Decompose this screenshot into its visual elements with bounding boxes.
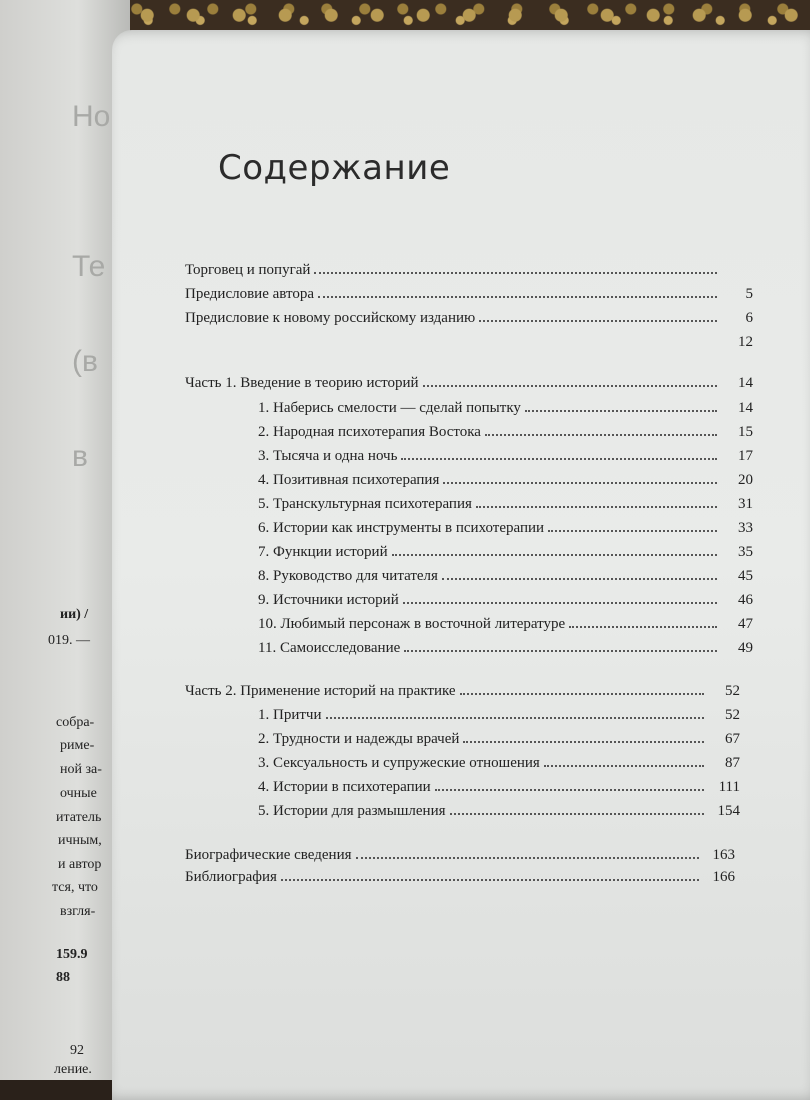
toc-entry-label: 10. Любимый персонаж в восточной литературе	[258, 616, 566, 632]
toc-entry-page: 5	[745, 286, 753, 302]
left-fragment-large: Но	[72, 100, 111, 133]
toc-entry-page: 52	[725, 707, 740, 723]
toc-entry-label: 7. Функции историй	[258, 544, 388, 560]
toc-leader-dots	[479, 320, 717, 322]
toc-entry-page: 20	[738, 472, 753, 488]
toc-entry	[185, 334, 753, 351]
toc-entry-page: 67	[725, 731, 740, 747]
left-fragment-line: ичным,	[58, 833, 102, 848]
toc-entry-label: Библиография	[185, 869, 277, 885]
toc-entry-label: 1. Притчи	[258, 707, 322, 723]
toc-entry	[258, 520, 753, 537]
left-fragment-line: тся, что	[52, 880, 98, 895]
left-fragment-line: собра-	[56, 715, 95, 730]
toc-leader-dots	[525, 410, 717, 412]
toc-entry	[258, 544, 753, 561]
toc-entry-page: 52	[725, 683, 740, 699]
toc-leader-dots	[548, 530, 717, 532]
toc-leader-dots	[423, 385, 717, 387]
toc-leader-dots	[281, 879, 699, 881]
toc-leader-dots	[392, 554, 717, 556]
toc-entry-page: 49	[738, 640, 753, 656]
toc-entry-page: 6	[745, 310, 753, 326]
left-fragment-line: очные	[60, 786, 97, 801]
toc-leader-dots	[569, 626, 717, 628]
toc-entry-label: 5. Истории для размышления	[258, 803, 446, 819]
toc-entry-page: 12	[738, 334, 753, 350]
toc-entry-page: 17	[738, 448, 753, 464]
toc-entry	[185, 286, 753, 303]
toc-leader-dots	[460, 693, 704, 695]
toc-entry-page: 15	[738, 424, 753, 440]
toc-entry-page: 33	[738, 520, 753, 536]
toc-entry-page: 111	[718, 779, 740, 795]
toc-entry	[258, 640, 753, 657]
toc-leader-dots	[401, 458, 717, 460]
toc-entry-page: 154	[717, 803, 740, 819]
toc-entry-label: Торговец и попугай	[185, 262, 311, 278]
toc-entry	[258, 803, 740, 820]
left-fragment-large: в	[72, 440, 88, 473]
toc-leader-dots	[326, 717, 705, 719]
toc-entry-label: 2. Народная психотерапия Востока	[258, 424, 481, 440]
toc-entry-page: 87	[725, 755, 740, 771]
toc-entry-label: 4. Истории в психотерапии	[258, 779, 431, 795]
left-fragment-large: Те	[72, 250, 106, 283]
toc-leader-dots	[450, 813, 704, 815]
toc-entry-page: 166	[712, 869, 735, 885]
toc-entry-label: 4. Позитивная психотерапия	[258, 472, 440, 488]
toc-leader-dots	[544, 765, 704, 767]
toc-leader-dots	[314, 272, 717, 274]
toc-part-heading	[185, 683, 740, 700]
toc-part-heading	[185, 375, 753, 392]
toc-entry	[258, 616, 753, 633]
toc-leader-dots	[485, 434, 717, 436]
toc-leader-dots	[403, 602, 717, 604]
toc-entry-label: Биографические сведения	[185, 847, 352, 863]
toc-leader-dots	[442, 578, 717, 580]
toc-entry-label: Часть 1. Введение в теорию историй	[185, 375, 419, 391]
toc-leader-dots	[318, 296, 717, 298]
toc-entry	[258, 400, 753, 417]
left-page	[0, 0, 130, 1080]
toc-entry	[185, 310, 753, 327]
toc-leader-dots	[435, 789, 704, 791]
toc-entry-page: 31	[738, 496, 753, 512]
left-fragment-line: ление.	[54, 1062, 92, 1077]
left-fragment-line: 159.9	[56, 947, 88, 962]
toc-entry	[185, 847, 735, 864]
left-fragment-line: итатель	[56, 810, 102, 825]
toc-entry	[258, 496, 753, 513]
toc-entry-page: 14	[738, 400, 753, 416]
toc-entry	[258, 472, 753, 489]
toc-entry-label: Предисловие автора	[185, 286, 314, 302]
toc-entry-label: 1. Наберись смелости — сделай попытку	[258, 400, 521, 416]
toc-leader-dots	[356, 857, 699, 859]
left-fragment-line: 88	[56, 970, 70, 985]
toc-entry-label: 3. Сексуальность и супружеские отношения	[258, 755, 540, 771]
left-fragment-line: риме-	[60, 738, 95, 753]
toc-entry-label: 8. Руководство для читателя	[258, 568, 438, 584]
toc-leader-dots	[443, 482, 717, 484]
toc-entry-label: Часть 2. Применение историй на практике	[185, 683, 456, 699]
toc-entry-label: Предисловие к новому российскому изданию	[185, 310, 476, 326]
toc-entry-label: 11. Самоисследование	[258, 640, 401, 656]
left-fragment-line: взгля-	[60, 904, 96, 919]
toc-entry	[258, 448, 753, 465]
toc-leader-dots	[404, 650, 717, 652]
toc-entry	[258, 707, 740, 724]
toc-entry	[258, 592, 753, 609]
toc-entry-label: 5. Транскультурная психотерапия	[258, 496, 472, 512]
right-page	[112, 30, 810, 1100]
left-fragment-line: ной за-	[60, 762, 102, 777]
toc-entry-page: 46	[738, 592, 753, 608]
toc-entry	[185, 869, 735, 886]
toc-entry	[258, 779, 740, 796]
toc-entry	[258, 731, 740, 748]
toc-entry	[185, 262, 753, 279]
toc-entry	[258, 424, 753, 441]
toc-entry-label: 9. Источники историй	[258, 592, 399, 608]
toc-entry-label: 2. Трудности и надежды врачей	[258, 731, 460, 747]
toc-leader-dots	[476, 506, 717, 508]
left-fragment-line: 019. —	[48, 633, 90, 648]
toc-entry	[258, 755, 740, 772]
page-title: Содержание	[218, 148, 451, 188]
toc-entry-label: 6. Истории как инструменты в психотерапии	[258, 520, 545, 536]
left-fragment-line: ии) /	[60, 607, 89, 622]
toc-entry-label: 3. Тысяча и одна ночь	[258, 448, 398, 464]
toc-entry-page: 163	[712, 847, 735, 863]
toc-entry-page: 47	[738, 616, 753, 632]
toc-entry-page: 14	[738, 375, 753, 391]
toc-entry	[258, 568, 753, 585]
left-fragment-line: и автор	[58, 857, 102, 872]
toc-leader-dots	[463, 741, 704, 743]
left-fragment-large: (в	[72, 345, 98, 378]
toc-entry-page: 35	[738, 544, 753, 560]
toc-entry-page: 45	[738, 568, 753, 584]
left-fragment-line: 92	[70, 1043, 84, 1058]
